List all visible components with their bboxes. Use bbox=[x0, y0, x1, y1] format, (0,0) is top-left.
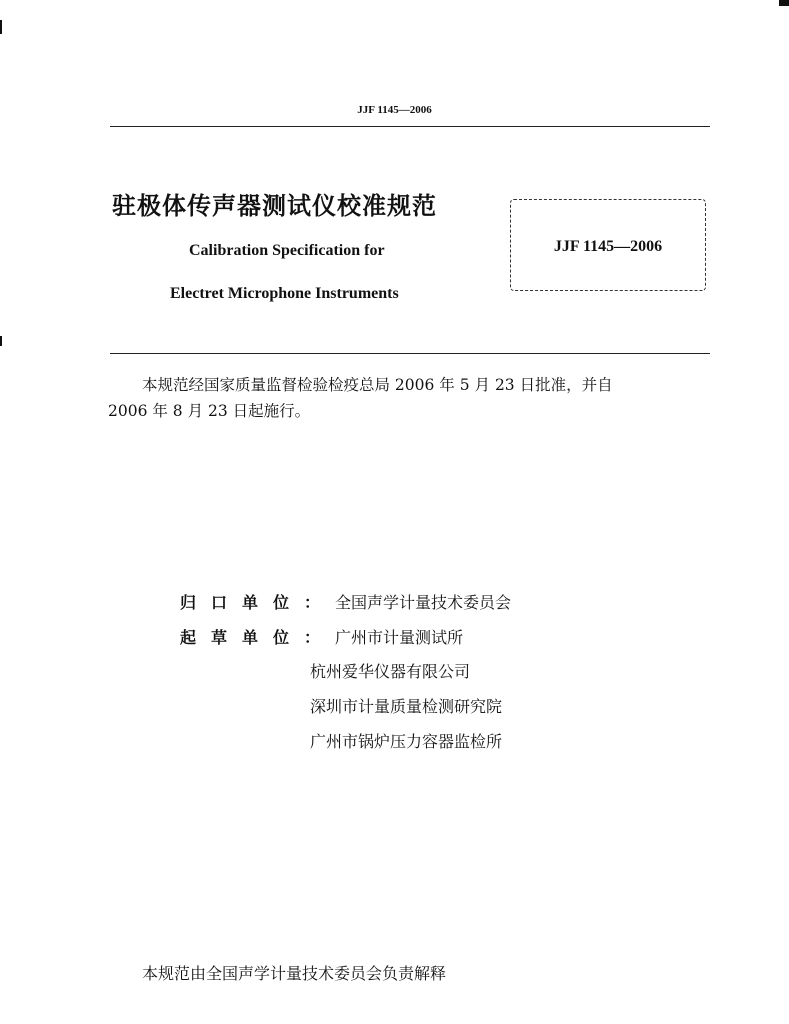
responsible-unit-label: 归口单位： bbox=[180, 593, 336, 612]
scan-edge-mark-left bbox=[0, 20, 2, 34]
drafting-unit-value: 广州市计量测试所 bbox=[335, 628, 464, 647]
header-standard-code: JJF 1145—2006 bbox=[357, 104, 432, 116]
responsible-unit-value: 全国声学计量技术委员会 bbox=[335, 593, 512, 612]
footer-interpretation-note: 本规范由全国声学计量技术委员会负责解释 bbox=[142, 964, 447, 983]
drafting-unit-value: 杭州爱华仪器有限公司 bbox=[310, 662, 471, 681]
drafting-unit-value: 广州市锅炉压力容器监检所 bbox=[310, 732, 503, 751]
page-title-english-line2: Electret Microphone Instruments bbox=[170, 285, 399, 302]
page-title-english-line1: Calibration Specification for bbox=[189, 242, 385, 259]
approval-line2: 2006 年 8 月 23 日起施行。 bbox=[108, 402, 311, 420]
title-rule bbox=[110, 353, 710, 354]
drafting-unit-value: 深圳市计量质量检测研究院 bbox=[310, 697, 503, 716]
responsible-unit-row bbox=[180, 590, 511, 613]
standard-code-box-text: JJF 1145—2006 bbox=[553, 238, 663, 255]
approval-line1: 本规范经国家质量监督检验检疫总局 2006 年 5 月 23 日批准，并自 bbox=[142, 376, 613, 394]
page-title-chinese: 驻极体传声器测试仪校准规范 bbox=[112, 192, 437, 220]
scan-edge-mark-left-lower bbox=[0, 336, 2, 346]
drafting-unit-row bbox=[180, 625, 463, 648]
drafting-unit-label: 起草单位： bbox=[180, 628, 336, 647]
header-rule bbox=[110, 126, 710, 127]
scan-edge-mark-top-right bbox=[779, 0, 789, 6]
